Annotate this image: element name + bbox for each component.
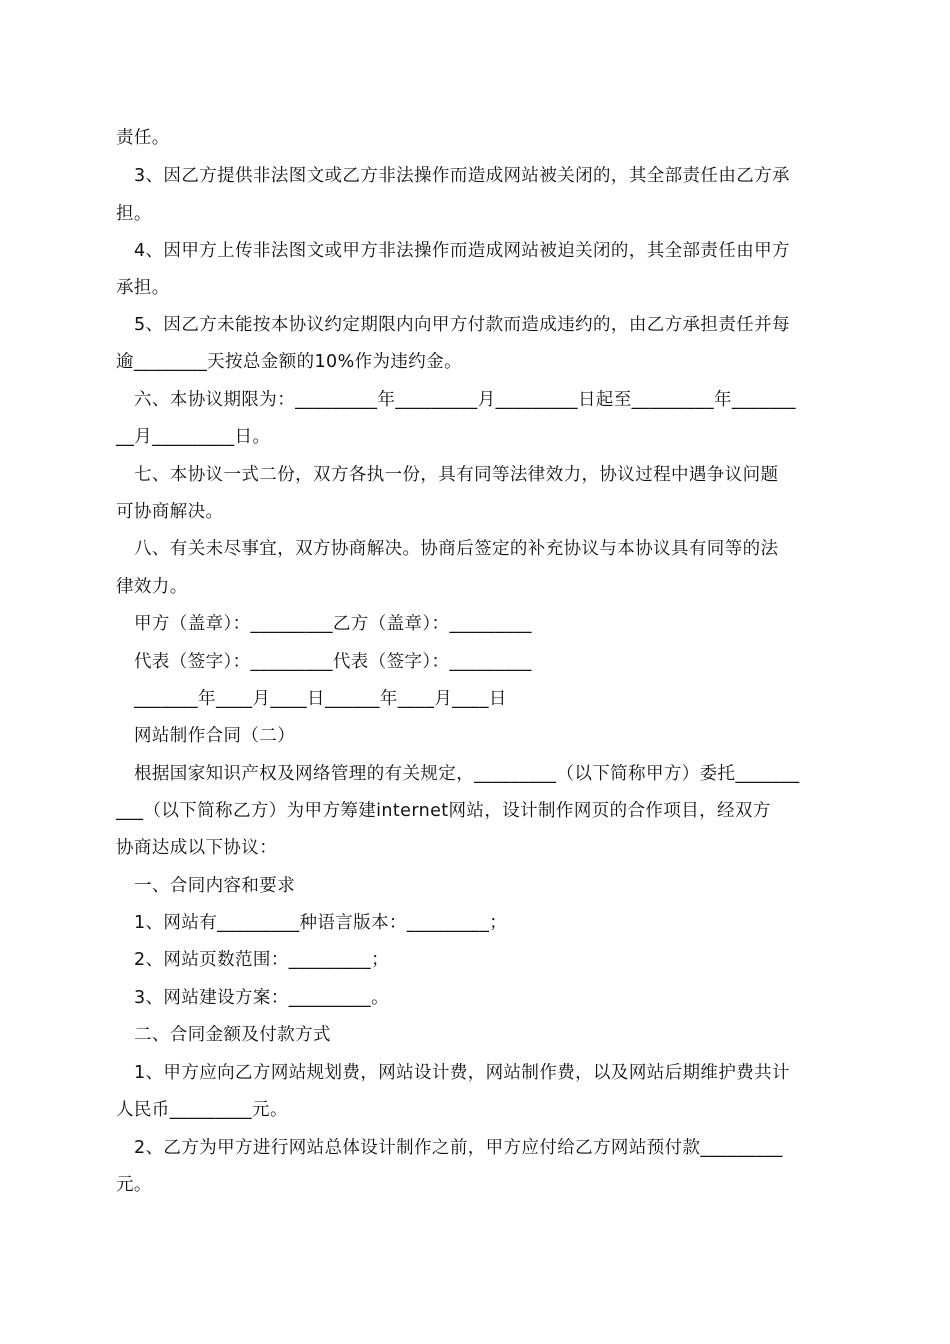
text-line: 4、因甲方上传非法图文或甲方非法操作而造成网站被迫关闭的，其全部责任由甲方 [134,241,790,261]
text-line: 1、甲方应向乙方网站规划费，网站设计费，网站制作费，以及网站后期维护费共计 [134,1063,790,1083]
text-line: 可协商解决。 [116,502,224,522]
text-line: 3、网站建设方案：_________。 [134,988,389,1008]
section-heading: 一、合同内容和要求 [134,876,296,896]
signature-line-parties: 甲方（盖章）：_________乙方（盖章）：_________ [134,614,532,634]
text-line: 承担。 [116,278,170,298]
text-line: 3、因乙方提供非法图文或乙方非法操作而造成网站被关闭的，其全部责任由乙方承 [134,166,790,186]
text-line: __月_________日。 [116,427,271,447]
text-line: 根据国家知识产权及网络管理的有关规定，_________（以下简称甲方）委托_______ [134,764,800,784]
signature-line-dates: _______年____月____日______年____月____日 [134,689,507,709]
text-line: 元。 [116,1175,152,1195]
text-line: 1、网站有_________种语言版本：_________； [134,913,508,933]
text-line: 担。 [116,204,152,224]
text-line: 2、网站页数范围：_________； [134,950,389,970]
text-line: 2、乙方为甲方进行网站总体设计制作之前，甲方应付给乙方网站预付款_________ [134,1138,783,1158]
text-line: 逾________天按总金额的10%作为违约金。 [116,352,462,372]
text-line: 律效力。 [116,577,188,597]
section-heading: 二、合同金额及付款方式 [134,1025,331,1045]
text-line: 责任。 [116,128,170,148]
text-line: ___（以下简称乙方）为甲方筹建internet网站，设计制作网页的合作项目，经双方 [116,801,771,821]
text-line: 七、本协议一式二份，双方各执一份，具有同等法律效力，协议过程中遇争议问题 [134,465,779,485]
signature-line-representatives: 代表（签字）：_________代表（签字）：_________ [134,652,532,672]
text-line: 5、因乙方未能按本协议约定期限内向甲方付款而造成违约的，由乙方承担责任并每 [134,315,790,335]
section-title: 网站制作合同（二） [134,726,296,746]
text-line: 人民币_________元。 [116,1100,288,1120]
text-line: 协商达成以下协议： [116,838,278,858]
text-line: 六、本协议期限为：_________年_________月_________日起至_________年_______ [134,390,796,410]
text-line: 八、有关未尽事宜，双方协商解决。协商后签定的补充协议与本协议具有同等的法 [134,539,779,559]
